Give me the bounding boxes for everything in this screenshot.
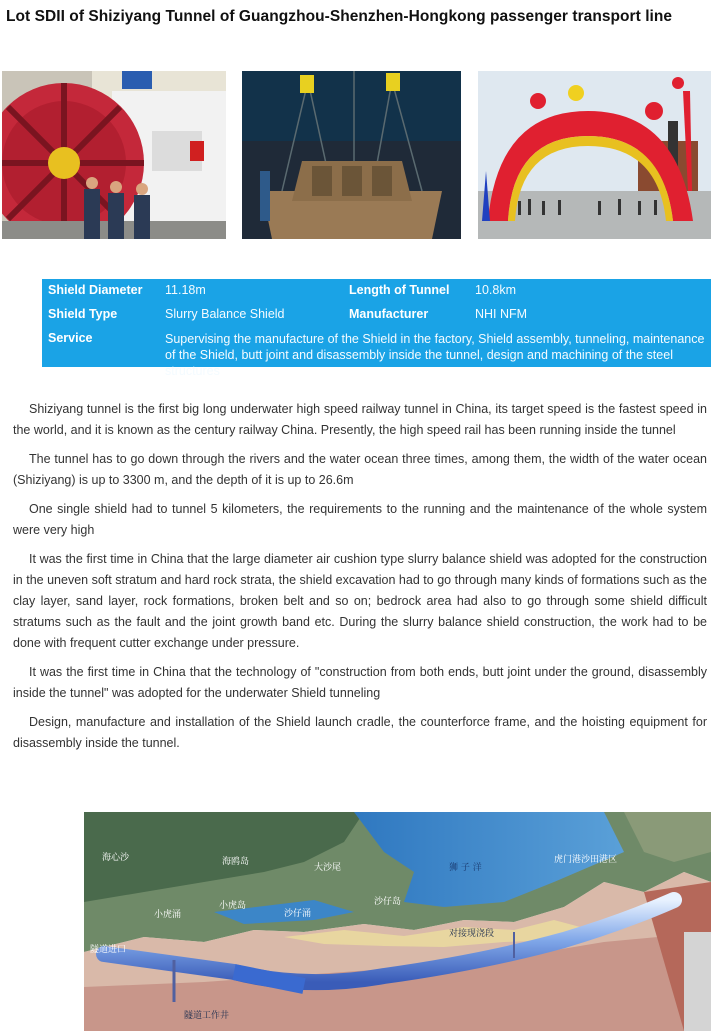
shield-type-label: Shield Type (48, 307, 118, 321)
map-label-haixinsha: 海心沙 (102, 853, 130, 863)
map-label-work-shaft: 隧道工作井 (184, 1011, 230, 1021)
map-label-humen-port: 虎门港沙田港区 (554, 855, 618, 865)
service-label: Service (48, 331, 93, 345)
map-label-butt-joint: 对接现浇段 (449, 929, 495, 939)
manufacturer-value: NHI NFM (475, 307, 528, 321)
manufacturer-label: Manufacturer (349, 307, 429, 321)
shield-hoisting-photo (242, 71, 461, 239)
tbm-cutterhead-photo (2, 71, 226, 239)
paragraph: It was the first time in China that the technology of "construction from both ends, butt joint under the ground, disassembly inside the tunnel" was adopted for the underwater Shield tunneling (13, 665, 707, 700)
description (13, 399, 707, 762)
shield-diameter-value: 11.18m (165, 283, 206, 297)
shield-type-value: Slurry Balance Shield (165, 307, 285, 321)
paragraph: Shiziyang tunnel is the first big long underwater high speed railway tunnel in China, its target speed is the fastest speed in the world, and it is known as the century railway China. Presently, the high speed rail has been running inside the tunnel (13, 402, 707, 437)
paragraph: One single shield had to tunnel 5 kilometers, the requirements to the running and the maintenance of the whole system were very high (13, 502, 707, 537)
map-label-haiou-island: 海鸥岛 (222, 857, 250, 867)
ceremony-arch-photo (478, 71, 711, 239)
tunnel-length-label: Length of Tunnel (349, 283, 450, 297)
map-label-xiaohu-island: 小虎岛 (219, 901, 247, 911)
paragraph: Design, manufacture and installation of the Shield launch cradle, the counterforce frame, and the hoisting equipment for disassembly inside the tunnel. (13, 715, 707, 750)
map-label-shiziyang: 狮 子 洋 (449, 863, 482, 873)
shield-diameter-label: Shield Diameter (48, 283, 143, 297)
map-label-tunnel-entrance: 隧道进口 (90, 945, 127, 955)
tunnel-map-illustration (84, 812, 711, 1031)
map-label-dashawei: 大沙尾 (314, 863, 342, 873)
tunnel-length-value: 10.8km (475, 283, 516, 297)
paragraph: It was the first time in China that the large diameter air cushion type slurry balance shield was adopted for the construction in the uneven soft stratum and hard rock strata, the shield excavation had to go through many kinds of formations such as the clay layer, sand layer, rock formations, broken belt and so on; bedrock area had also to go through some shield difficult stratums such as the fault and the joint growth band etc. During the slurry balance shield construction, the work had to be done with frequent cutter exchange under pressure. (13, 552, 707, 650)
paragraph: The tunnel has to go down through the rivers and the water ocean three times, among them, the width of the water ocean (Shiziyang) is up to 3300 m, and the depth of it is up to 26.6m (13, 452, 707, 487)
map-label-shazai-island: 沙仔岛 (374, 897, 402, 907)
page-title: Lot SDII of Shiziyang Tunnel of Guangzhou-Shenzhen-Hongkong passenger transport line (6, 8, 673, 25)
spec-table (42, 279, 711, 378)
map-label-xiaohuyong: 小虎涌 (154, 910, 182, 920)
service-value: Supervising the manufacture of the Shield in the factory, Shield assembly, tunneling, maintenance of the Shield, butt joint and disassembly inside the tunnel, design and machining of the steel structures (165, 332, 705, 378)
map-label-shazaiyong: 沙仔涌 (284, 909, 312, 919)
